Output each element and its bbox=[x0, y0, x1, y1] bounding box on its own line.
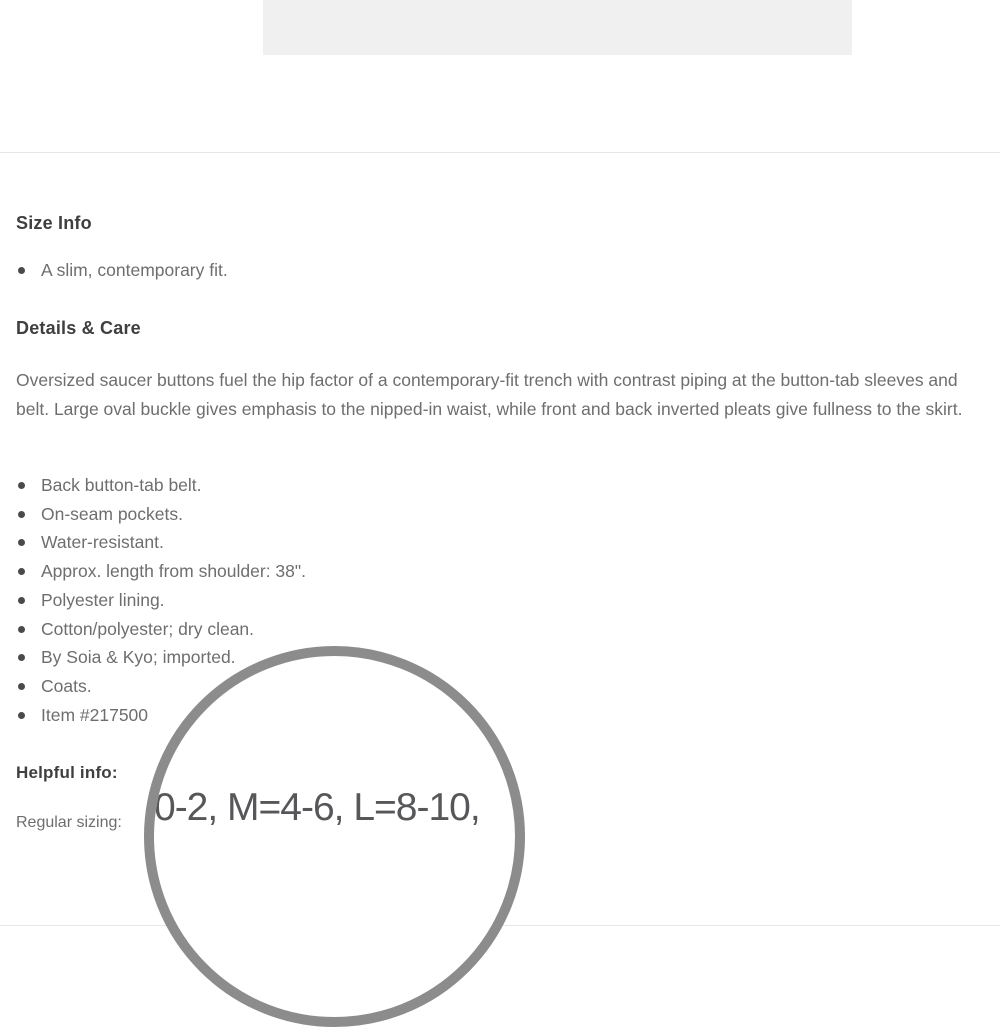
list-item-text: Polyester lining. bbox=[41, 589, 165, 610]
list-item-text: Cotton/polyester; dry clean. bbox=[41, 618, 255, 639]
bullet-icon bbox=[18, 597, 25, 604]
helpful-info-heading: Helpful info: bbox=[16, 763, 118, 782]
product-image-edge bbox=[263, 0, 852, 55]
bullet-icon bbox=[18, 482, 25, 489]
list-item bbox=[16, 643, 980, 672]
regular-sizing-label: Regular sizing: bbox=[16, 814, 122, 831]
list-item-text: On-seam pockets. bbox=[41, 503, 183, 524]
bullet-icon bbox=[18, 539, 25, 546]
bullet-icon bbox=[18, 626, 25, 633]
list-item bbox=[16, 256, 980, 285]
list-item bbox=[16, 500, 980, 529]
list-item-text: By Soia & Kyo; imported. bbox=[41, 647, 236, 668]
bullet-icon bbox=[18, 683, 25, 690]
list-item-text: Back button-tab belt. bbox=[41, 475, 202, 495]
list-item bbox=[16, 528, 980, 557]
list-item bbox=[16, 586, 980, 615]
list-item bbox=[16, 557, 980, 586]
details-care-list bbox=[16, 471, 980, 729]
list-item bbox=[16, 672, 980, 701]
list-item-text: Water-resistant. bbox=[41, 532, 164, 553]
size-info-list bbox=[16, 256, 980, 285]
list-item-text: Coats. bbox=[41, 675, 92, 696]
bullet-icon bbox=[18, 511, 25, 518]
list-item-text: Item #217500 bbox=[41, 704, 149, 725]
bullet-icon bbox=[18, 654, 25, 661]
list-item bbox=[16, 471, 980, 500]
list-item bbox=[16, 701, 980, 730]
bullet-icon bbox=[18, 568, 25, 575]
magnified-sizing-text: 0-2, M=4-6, L=8-10, bbox=[154, 786, 480, 829]
bullet-icon bbox=[18, 267, 25, 274]
magnifier-loupe[interactable] bbox=[144, 646, 525, 1027]
list-item-text: Approx. length from shoulder: 38". bbox=[41, 561, 306, 582]
details-care-heading: Details & Care bbox=[16, 318, 141, 338]
details-description: Oversized saucer buttons fuel the hip factor of a contemporary-fit trench with contrast piping at the button-tab sleeves and belt. Large oval buckle gives emphasis to the nipped-in waist, while front and back inverted pleats give fullness to the skirt. bbox=[16, 370, 963, 419]
section-divider-top bbox=[0, 152, 1000, 153]
bullet-icon bbox=[18, 712, 25, 719]
size-info-heading: Size Info bbox=[16, 213, 92, 233]
list-item bbox=[16, 615, 980, 644]
list-item-text: A slim, contemporary fit. bbox=[41, 260, 228, 280]
